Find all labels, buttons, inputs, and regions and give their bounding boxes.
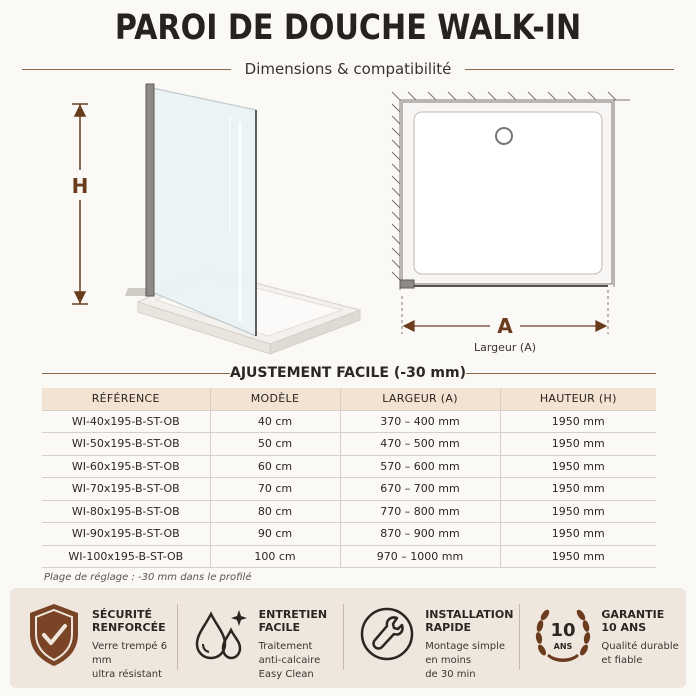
- column-header-reference: RÉFÉRENCE: [42, 388, 210, 410]
- page-title: PAROI DE DOUCHE WALK-IN: [114, 8, 582, 48]
- subtitle-row: [22, 58, 674, 80]
- feature-cleaning: [177, 588, 344, 688]
- table-section-title: AJUSTEMENT FACILE (-30 mm): [229, 365, 467, 381]
- feature-description: Traitement anti-calcaire Easy Clean: [258, 641, 321, 680]
- cell-width: 870 – 900 mm: [340, 523, 500, 546]
- shield-check-icon: [24, 600, 84, 670]
- cell-height: 1950 mm: [500, 433, 656, 456]
- divider-line: [42, 373, 230, 374]
- cell-reference: WI-60x195-B-ST-OB: [42, 455, 210, 478]
- feature-title: GARANTIE 10 ANS: [601, 608, 665, 634]
- table-row: [42, 410, 656, 433]
- cell-reference: WI-90x195-B-ST-OB: [42, 523, 210, 546]
- cell-model: 90 cm: [210, 523, 340, 546]
- table-row: [42, 478, 656, 501]
- table-row: [42, 455, 656, 478]
- divider-line: [22, 69, 231, 70]
- cell-model: 70 cm: [210, 478, 340, 501]
- cell-reference: WI-40x195-B-ST-OB: [42, 410, 210, 433]
- width-caption: Largeur (A): [473, 341, 537, 354]
- features-panel: [10, 588, 686, 688]
- cell-height: 1950 mm: [500, 410, 656, 433]
- table-row: [42, 433, 656, 456]
- table-section-heading: [0, 363, 696, 383]
- warranty-badge-unit: ANS: [554, 642, 573, 651]
- cell-height: 1950 mm: [500, 545, 656, 568]
- page-subtitle: Dimensions & compatibilité: [244, 60, 452, 78]
- table-body: [42, 410, 656, 568]
- divider-line: [466, 373, 656, 374]
- table-header-row: [42, 388, 656, 410]
- column-header-width: LARGEUR (A): [340, 388, 500, 410]
- feature-installation: [343, 588, 519, 688]
- width-label: A: [497, 314, 513, 338]
- tray-top-view: [402, 102, 612, 284]
- feature-title: INSTALLATION RAPIDE: [425, 608, 514, 634]
- cell-width: 570 – 600 mm: [340, 455, 500, 478]
- table-row: [42, 500, 656, 523]
- wrench-icon: [357, 600, 417, 670]
- height-dimension-arrow: [72, 104, 88, 304]
- feature-safety: [10, 588, 177, 688]
- feature-title: SÉCURITÉ RENFORCÉE: [92, 608, 166, 634]
- feature-warranty: [519, 588, 686, 688]
- feature-description: Montage simple en moins de 30 min: [425, 641, 506, 680]
- cell-reference: WI-70x195-B-ST-OB: [42, 478, 210, 501]
- cell-model: 100 cm: [210, 545, 340, 568]
- cell-reference: WI-100x195-B-ST-OB: [42, 545, 210, 568]
- cell-model: 40 cm: [210, 410, 340, 433]
- laurel-badge-icon: [533, 600, 593, 670]
- top-view-illustration: [378, 82, 638, 362]
- warranty-badge-number: 10: [550, 620, 576, 641]
- cell-model: 50 cm: [210, 433, 340, 456]
- height-label: H: [71, 174, 89, 198]
- cell-reference: WI-50x195-B-ST-OB: [42, 433, 210, 456]
- water-drops-icon: [191, 600, 251, 670]
- cell-width: 470 – 500 mm: [340, 433, 500, 456]
- cell-reference: WI-80x195-B-ST-OB: [42, 500, 210, 523]
- cell-model: 60 cm: [210, 455, 340, 478]
- feature-title: ENTRETIEN FACILE: [258, 608, 328, 634]
- table-row: [42, 545, 656, 568]
- cell-height: 1950 mm: [500, 500, 656, 523]
- cell-height: 1950 mm: [500, 478, 656, 501]
- cell-width: 370 – 400 mm: [340, 410, 500, 433]
- cell-width: 770 – 800 mm: [340, 500, 500, 523]
- table-row: [42, 523, 656, 546]
- shower-panel-illustration: [60, 82, 370, 362]
- cell-model: 80 cm: [210, 500, 340, 523]
- cell-height: 1950 mm: [500, 455, 656, 478]
- cell-width: 670 – 700 mm: [340, 478, 500, 501]
- feature-description: Verre trempé 6 mm ultra résistant: [92, 641, 168, 680]
- divider-line: [465, 69, 674, 70]
- column-header-model: MODÈLE: [210, 388, 340, 410]
- column-header-height: HAUTEUR (H): [500, 388, 656, 410]
- cell-width: 970 – 1000 mm: [340, 545, 500, 568]
- cell-height: 1950 mm: [500, 523, 656, 546]
- feature-description: Qualité durable et fiable: [601, 641, 679, 666]
- adjustment-note: Plage de réglage : -30 mm dans le profilé: [44, 572, 252, 583]
- dimensions-table: [42, 388, 656, 568]
